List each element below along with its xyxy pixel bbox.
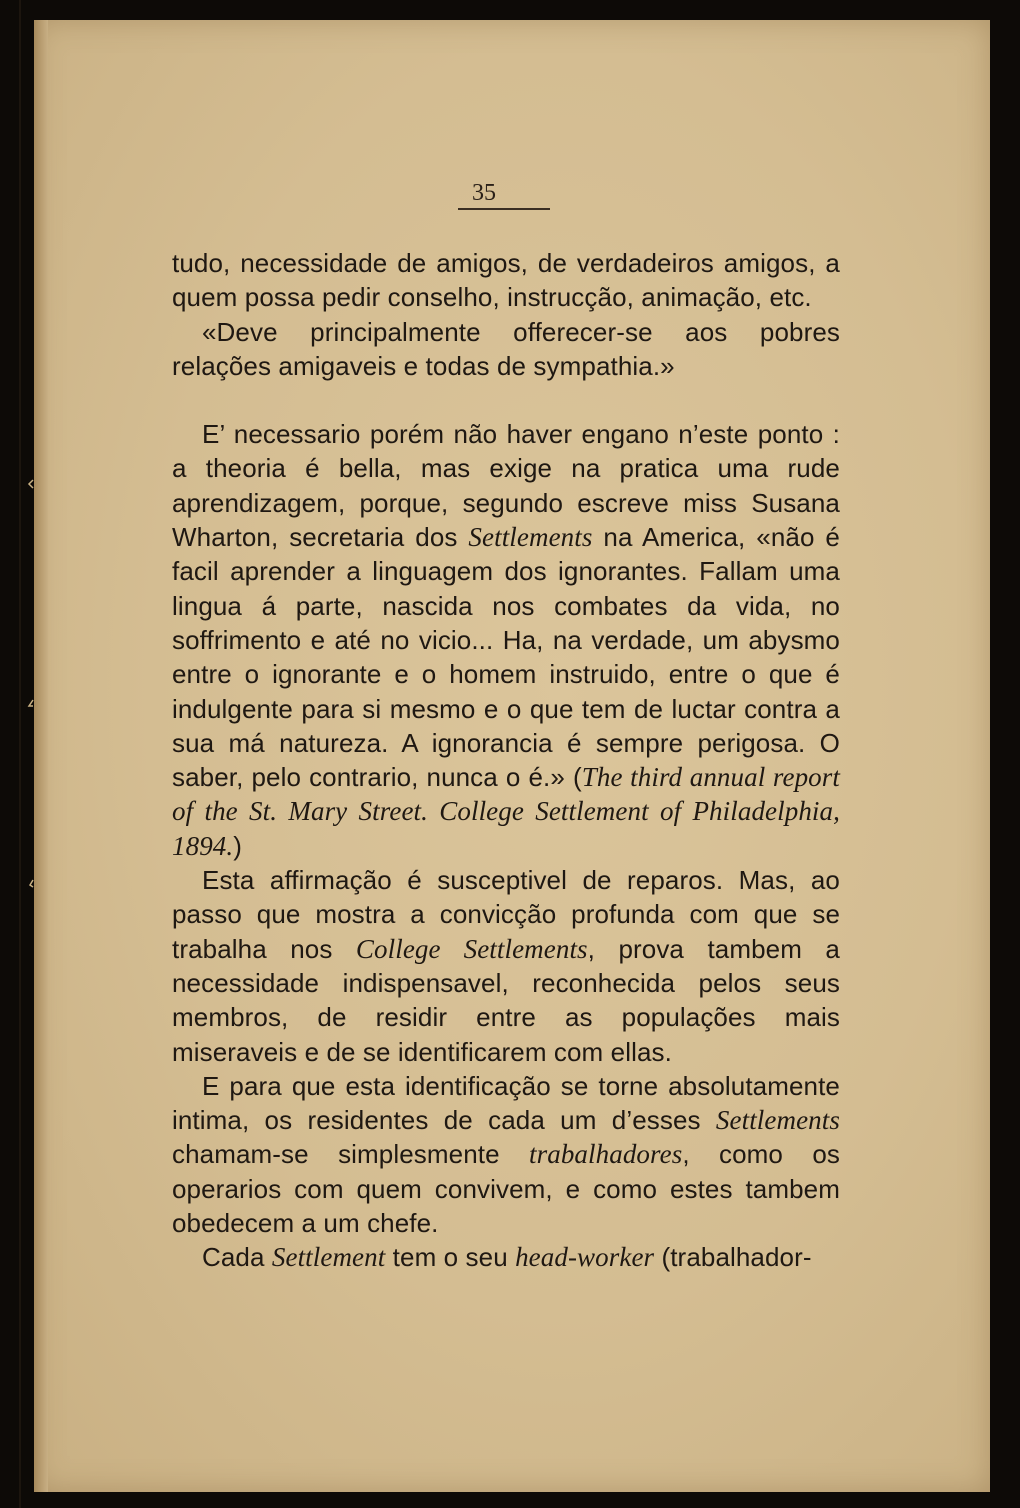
text-run: , como os operarios com quem convivem, e como estes tambem obedecem a um chefe. [172,1139,840,1239]
italic-term: Settlements [715,1105,840,1136]
paragraph [172,863,840,1069]
page-number: 35 [472,180,496,206]
italic-term: Settlement [271,1242,386,1273]
text-run: tem o seu [385,1242,516,1273]
body-text [172,246,840,1275]
italic-term: head-worker [515,1242,655,1273]
paragraph [172,1069,840,1240]
page-gutter [34,20,48,1492]
text-run: E’ necessario porém não haver engano n’este ponto : a theoria é bella, mas exige na pratica uma rude aprendizagem, porque, segundo escreve miss Susana Wharton, secretaria dos [172,419,840,553]
text-run: chamam-se simplesmente [172,1139,530,1170]
italic-term: Settlements [468,522,593,553]
text-run: na America, «não é facil aprender a linguagem dos ignorantes. Fallam uma lingua á parte, nascida nos combates da vida, no soffrimento e até no vicio... Ha, na verdade, um abysmo entre o ignorante e o homem instruido, entre o que é indulgente para si mesmo e o que tem de luctar contra a sua má natureza. A ignorancia é sempre perigosa. O saber, pelo contrario, nunca o é.» ( [172,522,840,793]
paragraph [172,315,840,384]
paragraph [172,417,840,863]
paragraph [172,246,840,315]
header-rule [458,208,550,210]
document-page [34,20,990,1492]
text-run: (trabalhador- [654,1242,812,1273]
italic-term: trabalhadores [529,1139,683,1170]
text-run: Esta affirmação é susceptivel de reparos. Mas, ao passo que mostra a convicção profunda com que se trabalha nos [172,865,840,964]
italic-term: College Settlements [355,933,588,964]
text-run: ) [233,830,243,861]
text-run: E para que esta identificação se torne absolutamente intima, os residentes de cada um d’esses [172,1070,840,1136]
paragraph [172,1240,840,1274]
text-run: , prova tambem a necessidade indispensavel, reconhecida pelos seus membros, de residir entre as populações mais miseraveis e de se identificarem com ellas. [172,933,840,1067]
citation-title: The third annual report of the St. Mary Street. College Settlement of Philadelphia, 1894. [172,762,840,861]
text-run: Cada [202,1242,272,1273]
binding-edge [0,0,34,1508]
quotation-text: «Deve principalmente offerecer-se aos pobres relações amigaveis e todas de sympathia.» [172,316,840,381]
text-run: tudo, necessidade de amigos, de verdadeiros amigos, a quem possa pedir conselho, instrucção, animação, etc. [172,248,840,313]
